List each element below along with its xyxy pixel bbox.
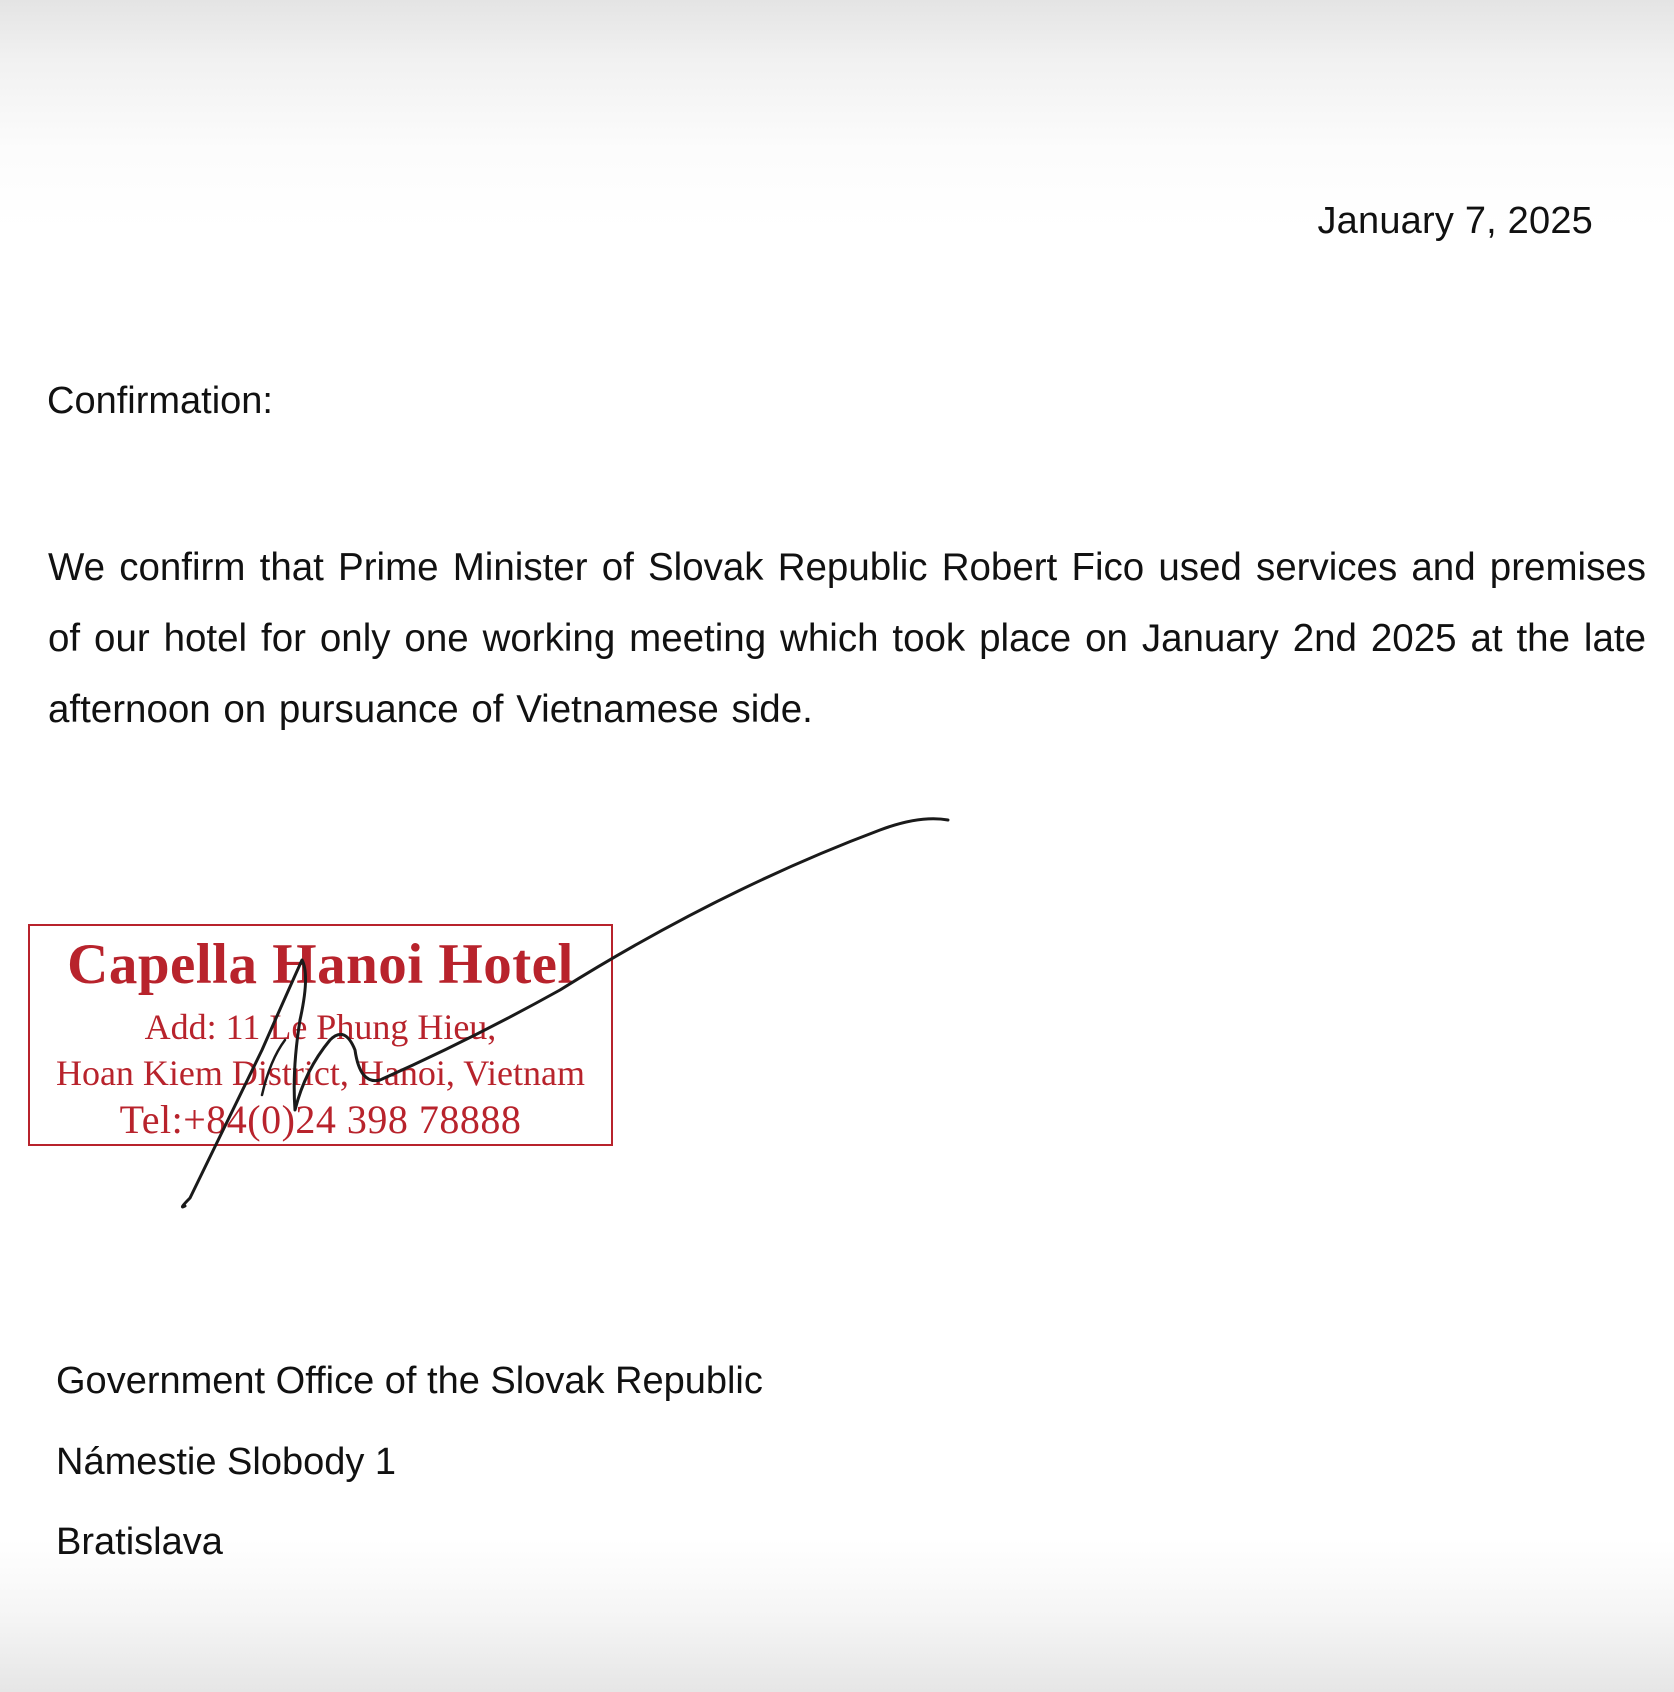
recipient-line-1: Government Office of the Slovak Republic [56,1360,763,1402]
letter-body: We confirm that Prime Minister of Slovak Republic Robert Fico used services and premises of our hotel for only one working meeting which took place on January 2nd 2025 at the late afternoon on pursuance of Vietnamese side. [48,546,1646,731]
stamp-telephone: Tel:+84(0)24 398 78888 [119,1097,522,1142]
recipient-line-2: Námestie Slobody 1 [56,1441,397,1483]
hotel-stamp [28,924,613,1146]
letter-heading: Confirmation: [47,380,273,422]
letter-date: January 7, 2025 [1317,200,1593,242]
recipient-line-3: Bratislava [56,1521,223,1563]
stamp-hotel-name: Capella Hanoi Hotel [67,933,574,996]
stamp-address-line-2: Hoan Kiem District, Hanoi, Vietnam [55,1053,586,1093]
stamp-address-line-1: Add: 11 Le Phung Hieu, [144,1007,497,1047]
